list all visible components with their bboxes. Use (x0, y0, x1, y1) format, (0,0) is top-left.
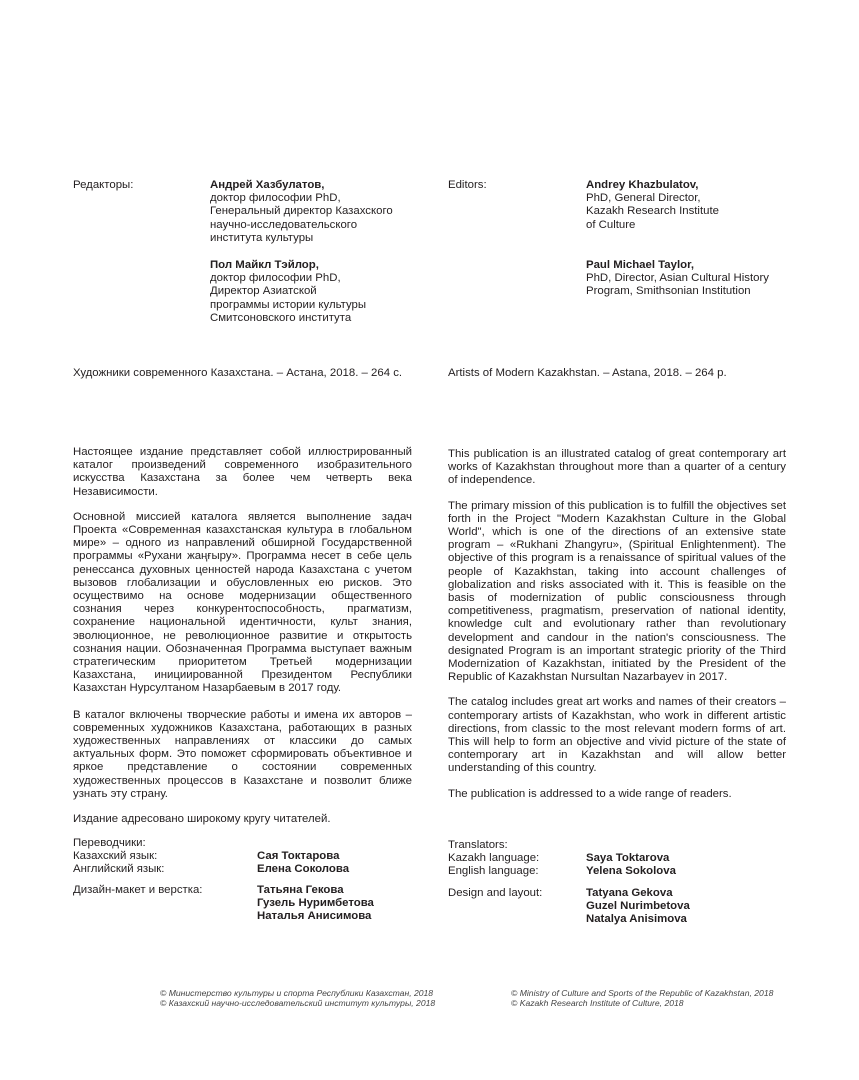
ru-designer-name: Татьяна Гекова (257, 884, 344, 896)
en-designers (586, 887, 690, 927)
ru-editor-1-name: Андрей Хазбулатов, (210, 179, 325, 191)
ru-editors-label: Редакторы: (73, 179, 134, 191)
ru-editor-2-line: Смитсоновского института (210, 311, 352, 324)
ru-designers (257, 884, 374, 924)
en-paragraph: The primary mission of this publication is to fulfill the objectives set forth in the Project "Modern Kazakhstan Culture in the Global World", which is one of the directions of an extensive state program – «Rukhani Zhangyru», (Spiritual Enlightenment). The objective of this program is a renaissance of spiritual values of the people of Kazakhstan, taking into account challenges of globalization and risks associated with it. This is feasible on the basis of modernization of public consciousness through competitiveness, pragmatism, preservation of national identity, knowledge cult and evolutionary rather than revolutionary development and candour in the nation's consciousness. The designated Program is an important strategic priority of the Third Modernization of Kazakhstan, initiated by the President of the Republic of Kazakhstan Nursultan Nazarbayev in 2017. (448, 499, 786, 684)
en-english-translator: Yelena Sokolova (586, 865, 676, 877)
ru-editor-1-line: научно-исследовательского (210, 218, 358, 231)
en-design-label: Design and layout: (448, 887, 543, 899)
en-english-label: English language: (448, 865, 539, 877)
ru-copyright-line: © Министерство культуры и спорта Республики Казахстан, 2018 (160, 988, 434, 998)
ru-design-label: Дизайн-макет и верстка: (73, 884, 203, 896)
ru-editor-1-line: института культуры (210, 231, 314, 244)
en-editor-1-line: of Culture (586, 218, 636, 231)
ru-editor-1 (210, 179, 430, 245)
en-designer-name: Tatyana Gekova (586, 887, 673, 899)
en-designer-name: Guzel Nurimbetova (586, 900, 690, 913)
ru-editor-2-name: Пол Майкл Тэйлор, (210, 259, 319, 271)
ru-citation: Художники современного Казахстана. – Астана, 2018. – 264 с. (73, 367, 403, 379)
ru-designer-name: Гузель Нуримбетова (257, 897, 374, 910)
en-copyright (511, 988, 773, 1008)
ru-editor-2-line: программы истории культуры (210, 298, 367, 311)
en-editor-2-line: PhD, Director, Asian Cultural History (586, 272, 769, 285)
ru-english-label: Английский язык: (73, 863, 165, 875)
ru-body (73, 446, 412, 826)
ru-copyright-line: © Казахский научно-исследовательский институт культуры, 2018 (160, 998, 436, 1009)
en-editor-2-name: Paul Michael Taylor, (586, 259, 695, 271)
ru-editor-2-line: Директор Азиатской (210, 285, 317, 298)
ru-paragraph: В каталог включены творческие работы и имена их авторов – современных художников Казахстана, работающих в разных художественных направлениях от классики до самых актуальных форм. Это поможет сформировать объективное и яркое представление о состоянии современных художественных процессов в Казахстане и позволит ближе узнать эту страну. (73, 708, 412, 800)
en-editor-1 (586, 179, 806, 232)
en-editor-2-line: Program, Smithsonian Institution (586, 285, 751, 298)
ru-translators-label: Переводчики: (73, 837, 146, 849)
ru-kazakh-label: Казахский язык: (73, 850, 158, 862)
ru-designer-name: Наталья Анисимова (257, 910, 372, 923)
en-kazakh-translator: Saya Toktarova (586, 852, 670, 864)
en-kazakh-label: Kazakh language: (448, 852, 540, 864)
en-editor-2 (586, 259, 806, 299)
ru-editor-1-line: Генеральный директор Казахского (210, 205, 393, 218)
ru-paragraph: Основной миссией каталога является выполнение задач Проекта «Современная казахстанская культура в глобальном мире» – одного из направлений обширной Государственной программы «Рухани жаңғыру». Программа несет в себе цель ренессанса духовных ценностей народа Казахстана с учетом вызовов глобализации и обусловленных ею рисков. Это осуществимо на основе модернизации общественного сознания через конкурентоспособность, прагматизм, сохранение национальной идентичности, культ знания, эволюционное, не революционное развитие и открытость сознания нации. Обозначенная Программа выступает важным стратегическим приоритетом Третьей модернизации Казахстана, инициированной Президентом Республики Казахстан Нурсултаном Назарбаевым в 2017 году. (73, 510, 412, 695)
en-editor-1-name: Andrey Khazbulatov, (586, 179, 699, 191)
en-translators-label: Translators: (448, 839, 508, 851)
ru-english-translator: Елена Соколова (257, 863, 350, 875)
ru-kazakh-translator: Сая Токтарова (257, 850, 340, 862)
en-paragraph: This publication is an illustrated catalog of great contemporary art works of Kazakhstan throughout more than a quarter of a century of independence. (448, 448, 786, 487)
en-paragraph: The catalog includes great art works and names of their creators – contemporary artists of Kazakhstan, who work in different artistic directions, from classic to the most relevant modern forms of art. This will help to form an objective and vivid picture of the state of contemporary art in Kazakhstan and will allow better understanding of this country. (448, 696, 786, 775)
en-editor-1-line: Kazakh Research Institute (586, 205, 719, 218)
en-copyright-line: © Kazakh Research Institute of Culture, 2018 (511, 998, 684, 1009)
ru-copyright (160, 988, 435, 1008)
en-copyright-line: © Ministry of Culture and Sports of the Republic of Kazakhstan, 2018 (511, 988, 774, 998)
ru-editor-1-line: доктор философии PhD, (210, 192, 341, 205)
ru-editor-2 (210, 259, 430, 325)
en-editors-label: Editors: (448, 179, 487, 191)
ru-paragraph: Настоящее издание представляет собой иллюстрированный каталог произведений современного изобразительного искусства Казахстана за более чем четверть века Независимости. (73, 446, 412, 498)
ru-editor-2-line: доктор философии PhD, (210, 272, 341, 285)
en-paragraph: The publication is addressed to a wide range of readers. (448, 787, 732, 800)
en-citation: Artists of Modern Kazakhstan. – Astana, 2018. – 264 p. (448, 367, 727, 379)
ru-paragraph: Издание адресовано широкому кругу читателей. (73, 813, 331, 826)
en-editor-1-line: PhD, General Director, (586, 192, 701, 205)
en-designer-name: Natalya Anisimova (586, 913, 687, 926)
en-body (448, 448, 786, 801)
